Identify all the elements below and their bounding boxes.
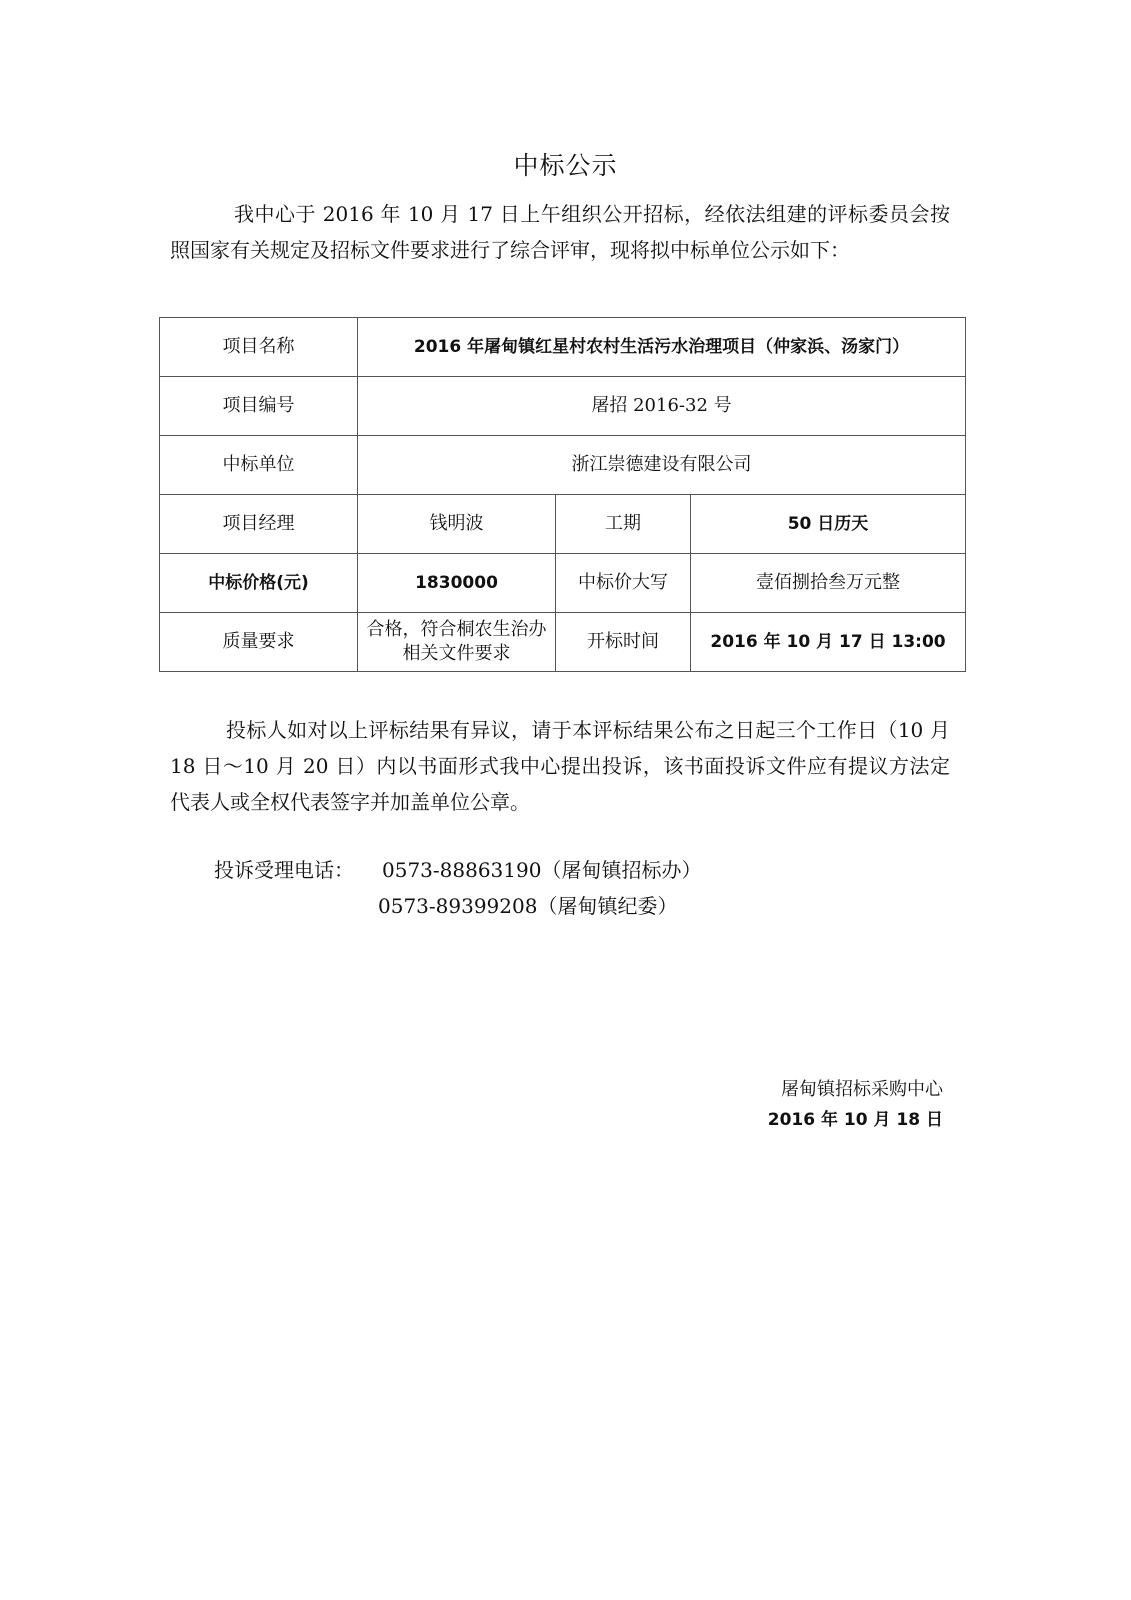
price-value: 1830000 [358, 554, 556, 613]
period-value: 50 日历天 [691, 495, 966, 554]
open-time-label: 开标时间 [556, 613, 691, 672]
issuer-name: 屠甸镇招标采购中心 [781, 1079, 943, 1100]
project-name-value: 2016 年屠甸镇红星村农村生活污水治理项目（仲家浜、汤家门） [358, 318, 966, 377]
price-label: 中标价格(元) [160, 554, 358, 613]
objection-paragraph: 投标人如对以上评标结果有异议，请于本评标结果公布之日起三个工作日（10 月 18 日～10 月 20 日）内以书面形式我中心提出投诉，该书面投诉文件应有提议方法定代表人或全权代表签字并加盖单位公章。 [170, 718, 950, 814]
phone-number-2: 0573-89399208（屠甸镇纪委） [378, 894, 678, 918]
table-row [160, 495, 966, 554]
project-no-value: 屠招 2016-32 号 [358, 377, 966, 436]
manager-label: 项目经理 [160, 495, 358, 554]
phone-row-2 [214, 888, 701, 924]
price-words-label: 中标价大写 [556, 554, 691, 613]
table-row [160, 554, 966, 613]
winner-label: 中标单位 [160, 436, 358, 495]
manager-value: 钱明波 [358, 495, 556, 554]
quality-label: 质量要求 [160, 613, 358, 672]
table-row [160, 318, 966, 377]
issue-date: 2016 年 10 月 18 日 [767, 1110, 943, 1130]
table-row [160, 436, 966, 495]
table-row [160, 377, 966, 436]
phone-number-1: 0573-88863190（屠甸镇招标办） [382, 858, 702, 882]
winner-value: 浙江崇德建设有限公司 [358, 436, 966, 495]
signature-block [700, 1075, 943, 1135]
document-title: 中标公示 [513, 151, 618, 180]
project-name-label: 项目名称 [160, 318, 358, 377]
open-time-value: 2016 年 10 月 17 日 13:00 [691, 613, 966, 672]
quality-value: 合格，符合桐农生治办相关文件要求 [358, 613, 556, 672]
table-row [160, 613, 966, 672]
complaint-phones [214, 852, 701, 924]
period-label: 工期 [556, 495, 691, 554]
project-no-label: 项目编号 [160, 377, 358, 436]
award-table [159, 317, 966, 672]
phone-row-1 [214, 852, 701, 888]
complaint-label: 投诉受理电话： [214, 858, 354, 882]
price-words-value: 壹佰捌拾叁万元整 [691, 554, 966, 613]
intro-paragraph: 我中心于 2016 年 10 月 17 日上午组织公开招标，经依法组建的评标委员会按照国家有关规定及招标文件要求进行了综合评审，现将拟中标单位公示如下： [170, 202, 950, 262]
